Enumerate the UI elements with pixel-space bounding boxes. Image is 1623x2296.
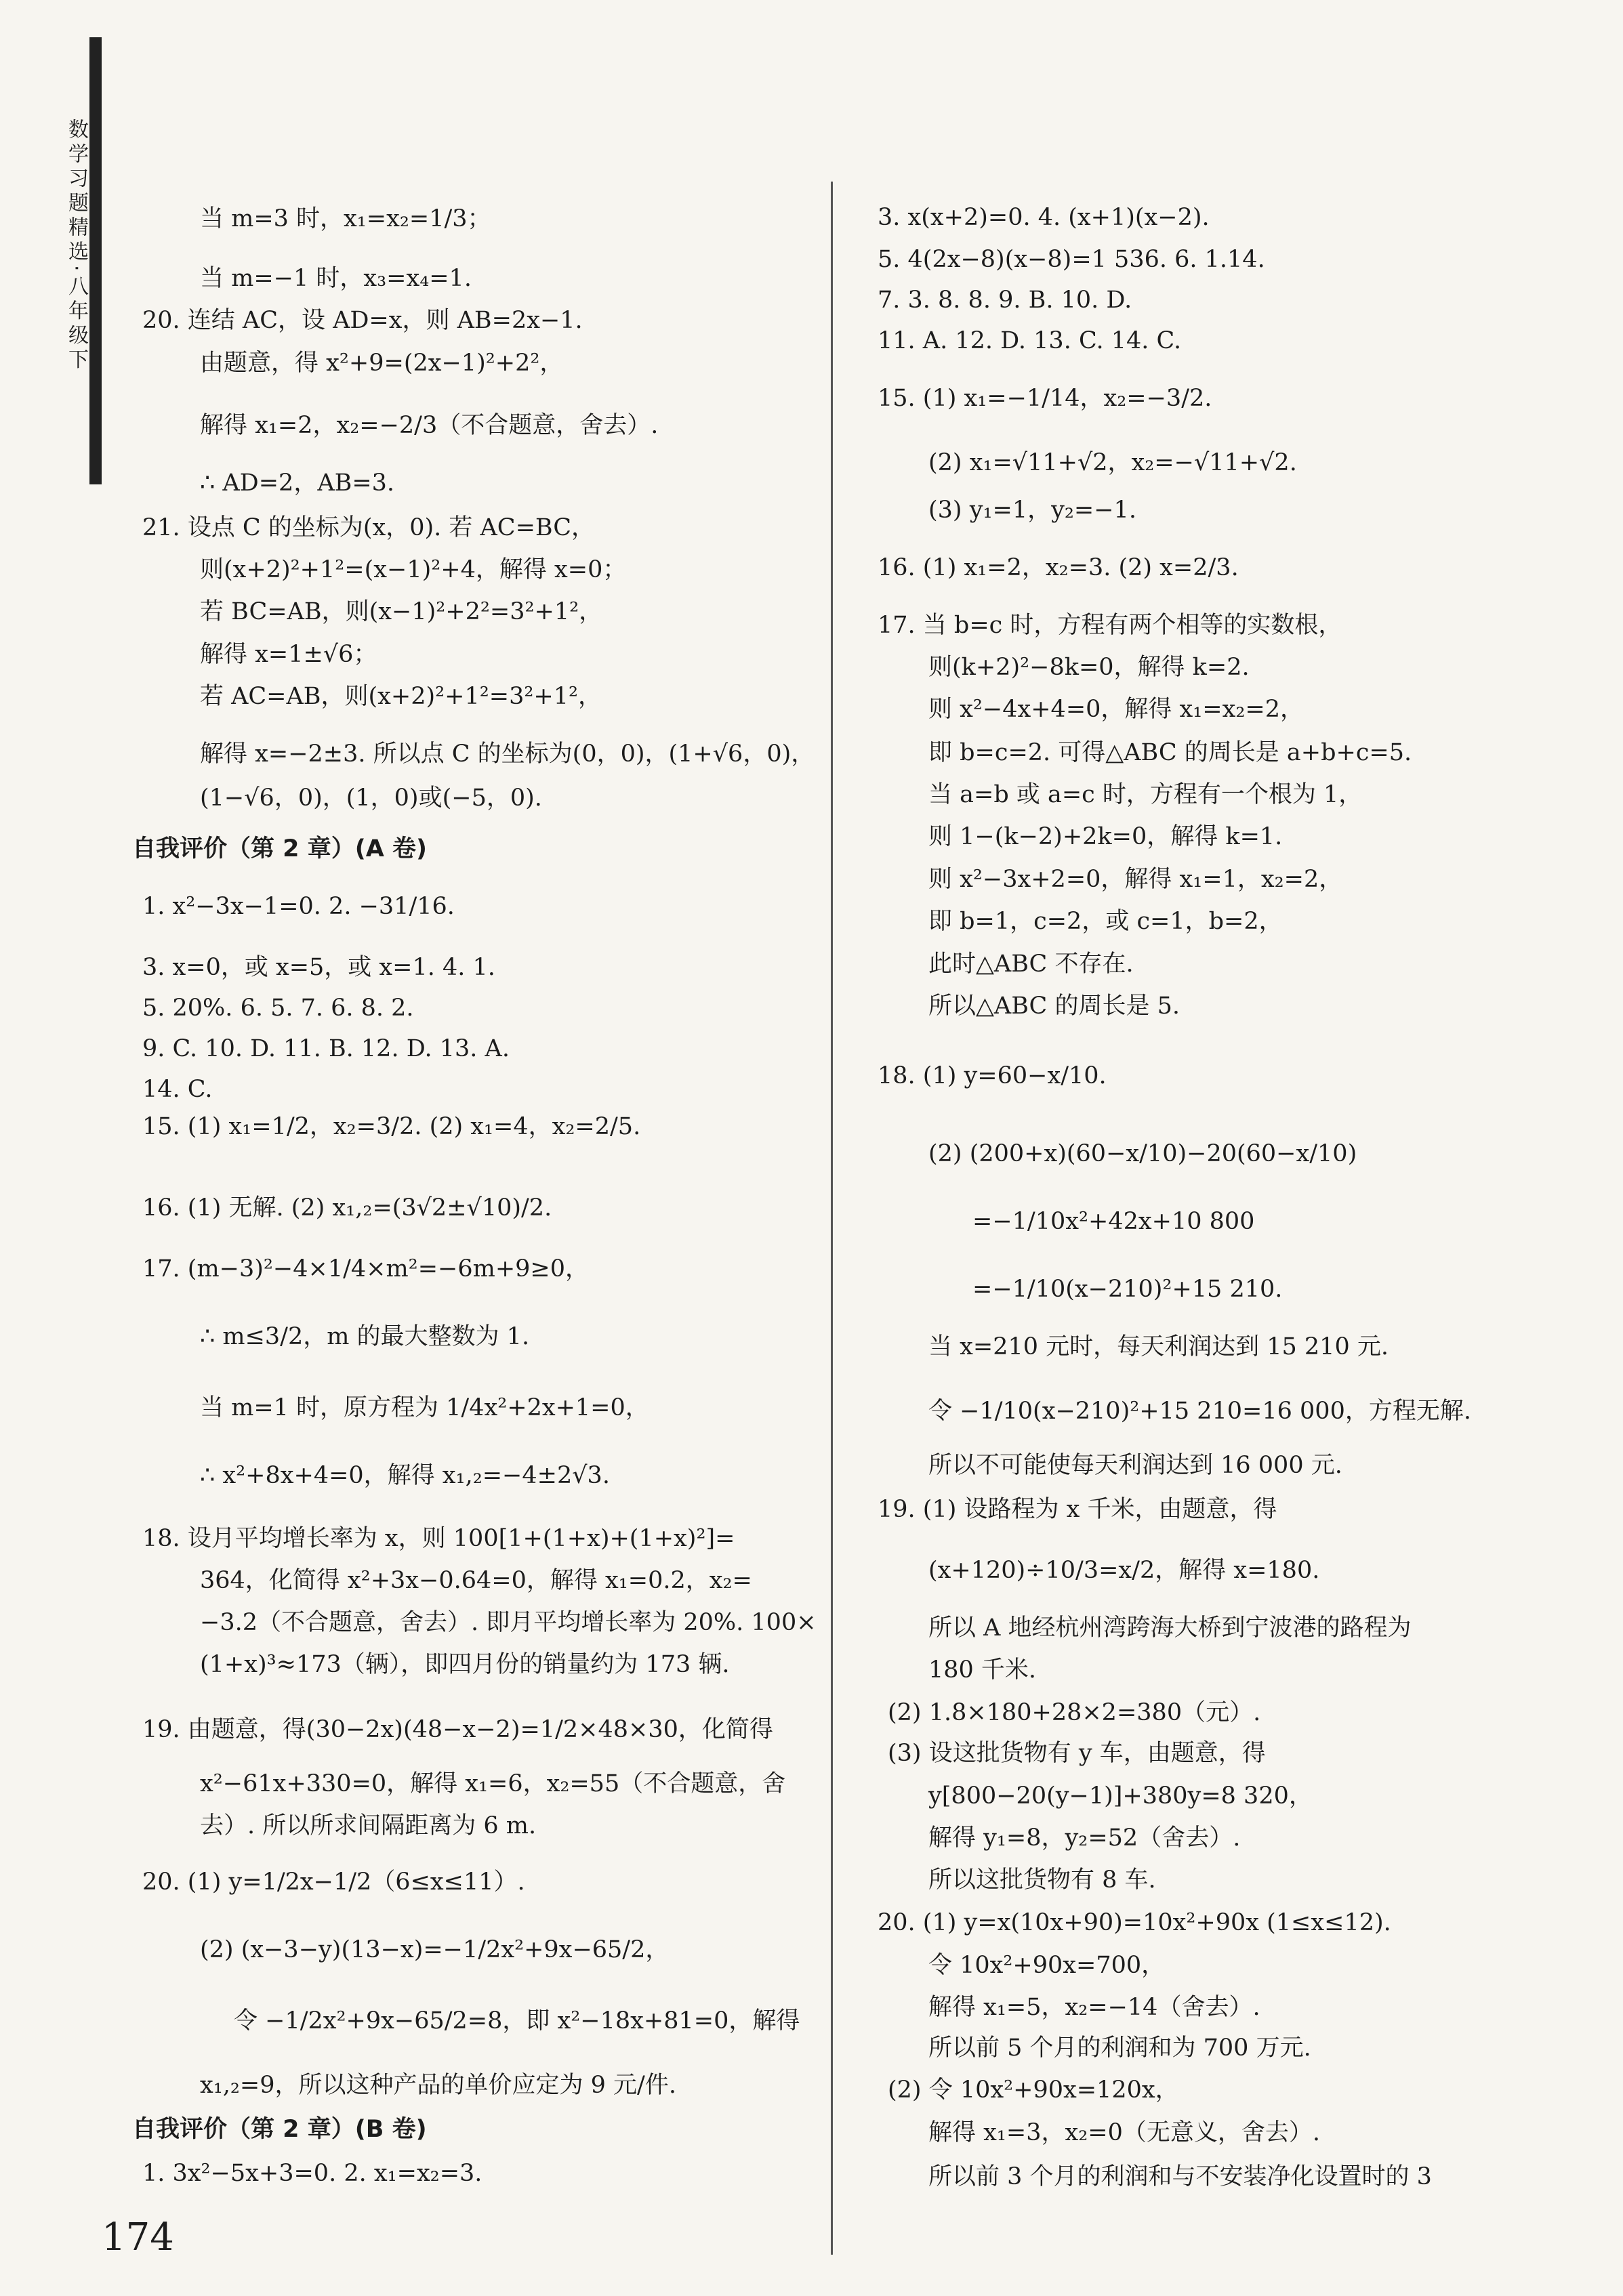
answer-line: 由题意，得 x²+9=(2x−1)²+2²， — [200, 350, 564, 377]
answer-line: 当 m=1 时，原方程为 1/4x²+2x+1=0， — [200, 1394, 649, 1421]
answer-line: 15. (1) x₁=−1/14，x₂=−3/2. — [878, 385, 1212, 412]
answer-line: 当 x=210 元时，每天利润达到 15 210 元. — [928, 1333, 1389, 1360]
answer-line: (2) 令 10x²+90x=120x， — [888, 2076, 1179, 2104]
answer-line: 11. A. 12. D. 13. C. 14. C. — [878, 327, 1182, 354]
answer-line: 20. (1) y=x(10x+90)=10x²+90x (1≤x≤12). — [878, 1909, 1391, 1936]
answer-line: 所以这批货物有 8 车. — [928, 1866, 1156, 1894]
answer-line: 则 x²−3x+2=0，解得 x₁=1，x₂=2， — [928, 866, 1343, 893]
answer-line: 当 m=3 时，x₁=x₂=1/3； — [200, 205, 491, 232]
answer-line: 3. x=0，或 x=5，或 x=1. 4. 1. — [142, 954, 495, 981]
answer-line: 解得 y₁=8，y₂=52（舍去）. — [928, 1824, 1241, 1852]
answer-line: 所以前 3 个月的利润和与不安装净化设置时的 3 — [928, 2163, 1432, 2190]
answer-line: (3) y₁=1，y₂=−1. — [928, 497, 1136, 524]
answer-line: 令 −1/10(x−210)²+15 210=16 000，方程无解. — [928, 1398, 1471, 1425]
answer-line: 16. (1) 无解. (2) x₁,₂=(3√2±√10)/2. — [142, 1194, 552, 1222]
answer-line: 9. C. 10. D. 11. B. 12. D. 13. A. — [142, 1035, 510, 1062]
section-heading: 自我评价（第 2 章）(A 卷) — [132, 835, 427, 862]
answer-line: 当 m=−1 时，x₃=x₄=1. — [200, 265, 472, 292]
answer-line: 所以△ABC 的周长是 5. — [928, 993, 1180, 1020]
answer-line: (x+120)÷10/3=x/2，解得 x=180. — [928, 1557, 1320, 1584]
answer-line: 解得 x=1±√6； — [200, 641, 377, 668]
answer-line: ∴ x²+8x+4=0，解得 x₁,₂=−4±2√3. — [200, 1462, 610, 1489]
answer-line: 19. (1) 设路程为 x 千米，由题意，得 — [878, 1496, 1277, 1523]
answer-line: 180 千米. — [928, 1656, 1037, 1684]
answer-line: 16. (1) x₁=2，x₂=3. (2) x=2/3. — [878, 554, 1239, 581]
answer-line: (1+x)³≈173（辆），即四月份的销量约为 173 辆. — [200, 1651, 730, 1678]
book-title-spine: 数学习题精选·八年级下 — [64, 119, 88, 373]
answer-line: (2) (x−3−y)(13−x)=−1/2x²+9x−65/2， — [200, 1936, 670, 1963]
answer-line: 所以 A 地经杭州湾跨海大桥到宁波港的路程为 — [928, 1614, 1412, 1642]
answer-line: (2) x₁=√11+√2，x₂=−√11+√2. — [928, 449, 1297, 476]
answer-line: (1−√6，0)，(1，0)或(−5，0). — [200, 785, 542, 812]
answer-line: −3.2（不合题意，舍去）. 即月平均增长率为 20%. 100× — [200, 1609, 817, 1636]
answer-line: (2) (200+x)(60−x/10)−20(60−x/10) — [928, 1140, 1357, 1167]
answer-line: 18. (1) y=60−x/10. — [878, 1062, 1107, 1089]
answer-line: 19. 由题意，得(30−2x)(48−x−2)=1/2×48×30，化简得 — [142, 1716, 773, 1743]
answer-line: 则 x²−4x+4=0，解得 x₁=x₂=2， — [928, 696, 1304, 723]
answer-line: 所以前 5 个月的利润和为 700 万元. — [928, 2034, 1311, 2062]
answer-line: 解得 x₁=3，x₂=0（无意义，舍去）. — [928, 2119, 1320, 2146]
answer-line: ∴ m≤3/2，m 的最大整数为 1. — [200, 1323, 530, 1350]
answer-line: 1. 3x²−5x+3=0. 2. x₁=x₂=3. — [142, 2160, 482, 2187]
answer-line: 即 b=1，c=2，或 c=1，b=2， — [928, 908, 1283, 935]
answer-line: 解得 x₁=2，x₂=−2/3（不合题意，舍去）. — [200, 412, 659, 439]
answer-line: 18. 设月平均增长率为 x，则 100[1+(1+x)+(1+x)²]= — [142, 1525, 735, 1552]
page-number: 174 — [102, 2215, 174, 2259]
answer-line: (2) 1.8×180+28×2=380（元）. — [888, 1699, 1261, 1726]
answer-line: 17. 当 b=c 时，方程有两个相等的实数根， — [878, 612, 1342, 639]
answer-line: 则 1−(k−2)+2k=0，解得 k=1. — [928, 823, 1283, 850]
answer-line: 解得 x₁=5，x₂=−14（舍去）. — [928, 1994, 1260, 2021]
answer-line: 令 10x²+90x=700， — [928, 1952, 1166, 1979]
answer-line: 21. 设点 C 的坐标为(x，0). 若 AC=BC， — [142, 514, 596, 541]
answer-line: =−1/10(x−210)²+15 210. — [972, 1276, 1283, 1303]
answer-line: 364，化简得 x²+3x−0.64=0，解得 x₁=0.2，x₂= — [200, 1567, 752, 1594]
answer-line: =−1/10x²+42x+10 800 — [972, 1208, 1255, 1235]
answer-line: 5. 20%. 6. 5. 7. 6. 8. 2. — [142, 995, 414, 1022]
spine-bar — [89, 37, 102, 484]
column-divider — [831, 182, 833, 2255]
answer-line: 此时△ABC 不存在. — [928, 951, 1134, 978]
answer-line: 即 b=c=2. 可得△ABC 的周长是 a+b+c=5. — [928, 739, 1412, 766]
answer-line: 7. 3. 8. 8. 9. B. 10. D. — [878, 287, 1132, 314]
answer-line: 去）. 所以所求间隔距离为 6 m. — [200, 1812, 537, 1839]
answer-line: 17. (m−3)²−4×1/4×m²=−6m+9≥0， — [142, 1255, 590, 1282]
answer-line: 20. (1) y=1/2x−1/2（6≤x≤11）. — [142, 1869, 525, 1896]
answer-line: 则(k+2)²−8k=0，解得 k=2. — [928, 654, 1250, 681]
answer-line: 令 −1/2x²+9x−65/2=8，即 x²−18x+81=0，解得 — [234, 2007, 800, 2034]
answer-line: 则(x+2)²+1²=(x−1)²+4，解得 x=0； — [200, 556, 627, 583]
section-heading: 自我评价（第 2 章）(B 卷) — [132, 2116, 427, 2143]
answer-line: 当 a=b 或 a=c 时，方程有一个根为 1， — [928, 781, 1363, 808]
answer-line: ∴ AD=2，AB=3. — [200, 469, 395, 497]
answer-line: 20. 连结 AC，设 AD=x，则 AB=2x−1. — [142, 307, 583, 334]
answer-line: 15. (1) x₁=1/2，x₂=3/2. (2) x₁=4，x₂=2/5. — [142, 1113, 641, 1140]
answer-line: 解得 x=−2±3. 所以点 C 的坐标为(0，0)，(1+√6，0)， — [200, 740, 815, 768]
answer-line: 若 BC=AB，则(x−1)²+2²=3²+1²， — [200, 598, 603, 625]
answer-line: 5. 4(2x−8)(x−8)=1 536. 6. 1.14. — [878, 246, 1265, 273]
answer-line: 1. x²−3x−1=0. 2. −31/16. — [142, 893, 455, 920]
answer-line: 3. x(x+2)=0. 4. (x+1)(x−2). — [878, 204, 1210, 231]
answer-line: 14. C. — [142, 1076, 213, 1103]
answer-line: x²−61x+330=0，解得 x₁=6，x₂=55（不合题意，舍 — [200, 1770, 786, 1797]
answer-line: (3) 设这批货物有 y 车，由题意，得 — [888, 1740, 1266, 1767]
answer-line: 所以不可能使每天利润达到 16 000 元. — [928, 1452, 1342, 1479]
answer-line: x₁,₂=9，所以这种产品的单价应定为 9 元/件. — [200, 2072, 676, 2099]
answer-line: y[800−20(y−1)]+380y=8 320， — [928, 1782, 1313, 1810]
answer-line: 若 AC=AB，则(x+2)²+1²=3²+1²， — [200, 683, 602, 710]
